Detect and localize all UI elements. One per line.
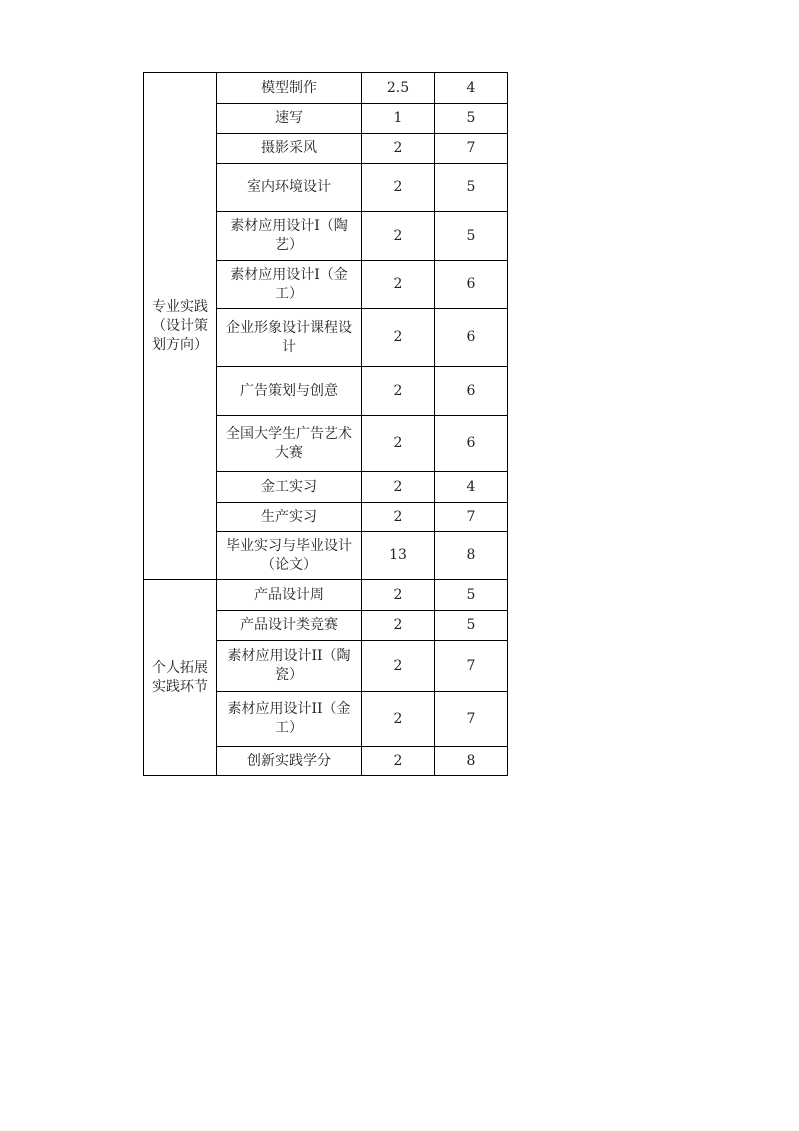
semester-value: 4 [435, 472, 508, 503]
credit-value: 2 [362, 164, 435, 212]
semester-value: 6 [435, 367, 508, 416]
credit-value: 2 [362, 416, 435, 472]
course-table [143, 72, 508, 776]
semester-value: 4 [435, 73, 508, 104]
semester-value: 6 [435, 309, 508, 367]
course-name: 摄影采风 [217, 134, 362, 164]
credit-value: 2 [362, 692, 435, 747]
semester-value: 8 [435, 532, 508, 580]
semester-value: 5 [435, 104, 508, 134]
course-name: 室内环境设计 [217, 164, 362, 212]
credit-value: 2 [362, 367, 435, 416]
table-row [144, 580, 508, 611]
credit-value: 2 [362, 747, 435, 776]
semester-value: 7 [435, 641, 508, 692]
course-name: 速写 [217, 104, 362, 134]
semester-value: 5 [435, 580, 508, 611]
course-name: 全国大学生广告艺术大赛 [217, 416, 362, 472]
semester-value: 5 [435, 611, 508, 641]
course-name: 素材应用设计I（陶艺） [217, 212, 362, 261]
credit-value: 2 [362, 580, 435, 611]
course-name: 产品设计周 [217, 580, 362, 611]
group-label-personal-extension: 个人拓展实践环节 [144, 580, 217, 776]
credit-value: 2.5 [362, 73, 435, 104]
credit-value: 2 [362, 641, 435, 692]
credit-value: 2 [362, 212, 435, 261]
semester-value: 5 [435, 164, 508, 212]
course-name: 企业形象设计课程设计 [217, 309, 362, 367]
credit-value: 2 [362, 261, 435, 309]
course-name: 素材应用设计II（金工） [217, 692, 362, 747]
table-row [144, 73, 508, 104]
credit-value: 2 [362, 309, 435, 367]
semester-value: 7 [435, 692, 508, 747]
course-name: 创新实践学分 [217, 747, 362, 776]
semester-value: 8 [435, 747, 508, 776]
course-name: 素材应用设计II（陶瓷） [217, 641, 362, 692]
credit-value: 2 [362, 611, 435, 641]
group-label-professional-practice: 专业实践（设计策划方向） [144, 73, 217, 580]
semester-value: 6 [435, 416, 508, 472]
course-name: 产品设计类竞赛 [217, 611, 362, 641]
semester-value: 5 [435, 212, 508, 261]
credit-value: 2 [362, 134, 435, 164]
credit-value: 2 [362, 503, 435, 532]
credit-value: 13 [362, 532, 435, 580]
course-name: 金工实习 [217, 472, 362, 503]
semester-value: 7 [435, 134, 508, 164]
course-name: 生产实习 [217, 503, 362, 532]
course-name: 广告策划与创意 [217, 367, 362, 416]
course-name: 毕业实习与毕业设计（论文） [217, 532, 362, 580]
semester-value: 6 [435, 261, 508, 309]
credit-value: 2 [362, 472, 435, 503]
course-name: 模型制作 [217, 73, 362, 104]
course-name: 素材应用设计I（金工） [217, 261, 362, 309]
semester-value: 7 [435, 503, 508, 532]
credit-value: 1 [362, 104, 435, 134]
